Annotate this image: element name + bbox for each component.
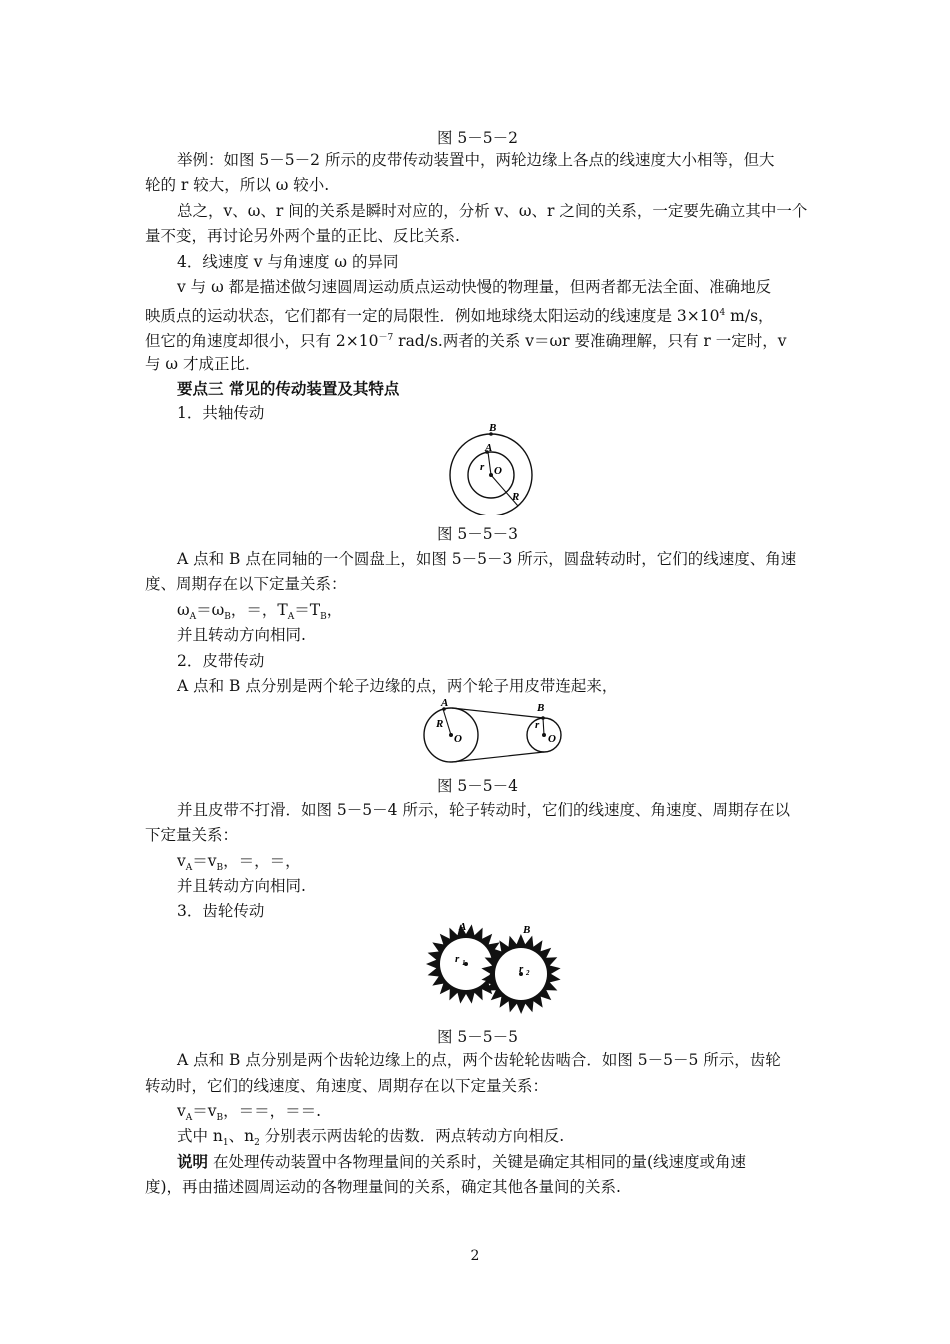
coaxial-diagram xyxy=(445,420,540,515)
gear-label-A: A xyxy=(459,921,467,933)
belt-line-1: A 点和 B 点分别是两个轮子边缘的点，两个轮子用皮带连起来， xyxy=(177,677,618,695)
label-A: A xyxy=(485,442,493,454)
coaxial-direction: 并且转动方向相同. xyxy=(177,626,306,644)
belt-label-A: A xyxy=(441,697,449,709)
coaxial-line-1: A 点和 B 点在同轴的一个圆盘上，如图 5－5－3 所示，圆盘转动时，它们的线速度、角速 xyxy=(177,550,797,568)
key-point-3-heading: 要点三 常见的传动装置及其特点 xyxy=(177,380,400,398)
belt-direction: 并且转动方向相同. xyxy=(177,877,306,895)
belt-diagram xyxy=(417,696,567,766)
belt-label-O2: O xyxy=(548,733,556,745)
gear-label-r2: r xyxy=(519,963,524,975)
note-line-1: 说明 在处理传动装置中各物理量间的关系时，关键是确定其相同的量(线速度或角速 xyxy=(177,1153,746,1171)
belt-line-3: 下定量关系： xyxy=(145,826,239,844)
vw-line-4: 与 ω 才成正比． xyxy=(145,355,261,373)
gear-label-r2-sub: 2 xyxy=(526,969,530,977)
figure-caption-5-5-5: 图 5－5－5 xyxy=(436,1028,518,1046)
gear-label-B: B xyxy=(523,924,531,936)
section-3-heading: 3．齿轮传动 xyxy=(177,902,265,920)
belt-line-2: 并且皮带不打滑．如图 5－5－4 所示，轮子转动时，它们的线速度、角速度、周期存在以 xyxy=(177,801,790,819)
example-line-1: 举例：如图 5－5－2 所示的皮带传动装置中，两轮边缘上各点的线速度大小相等，但大 xyxy=(177,151,775,169)
summary-line-2: 量不变，再讨论另外两个量的正比、反比关系. xyxy=(145,227,460,245)
coaxial-line-2: 度、周期存在以下定量关系： xyxy=(145,575,347,593)
gear-line-2: 转动时，它们的线速度、角速度、周期存在以下定量关系： xyxy=(145,1077,549,1095)
heading-4: 4．线速度 v 与角速度 ω 的异同 xyxy=(177,253,399,271)
section-1-heading: 1．共轴传动 xyxy=(177,404,265,422)
belt-label-B: B xyxy=(537,702,545,714)
vw-line-3: 但它的角速度却很小，只有 $2\times 10^{-7}$ rad/s.两者的关系 v＝ωr 要准确理解，只有 r 一定时，v xyxy=(145,332,787,351)
summary-line-1: 总之，v、ω、r 间的关系是瞬时对应的，分析 v、ω、r 之间的关系，一定要先确立其中一个 xyxy=(177,202,808,220)
belt-formula: $v_A=v_B$，＝，＝， xyxy=(177,852,301,874)
vw-line-1: v 与 ω 都是描述做匀速圆周运动质点运动快慢的物理量，但两者都无法全面、准确地反 xyxy=(177,278,772,296)
label-O: O xyxy=(494,465,502,477)
vw-line-2: 映质点的运动状态，它们都有一定的局限性．例如地球绕太阳运动的线速度是 $3\times 10^4$ m/s， xyxy=(145,307,774,326)
gear-teeth-note: 式中 $n_1$、$n_2$ 分别表示两齿轮的齿数．两点转动方向相反. xyxy=(177,1127,565,1149)
gear-line-1: A 点和 B 点分别是两个齿轮边缘上的点，两个齿轮轮齿啮合．如图 5－5－5 所示，齿轮 xyxy=(177,1051,781,1069)
page-number: 2 xyxy=(470,1248,480,1264)
belt-label-O1: O xyxy=(454,733,462,745)
label-B: B xyxy=(489,422,497,434)
example-line-2: 轮的 r 较大，所以 ω 较小. xyxy=(145,176,330,194)
belt-label-R: R xyxy=(436,718,444,730)
section-2-heading: 2．皮带传动 xyxy=(177,652,265,670)
figure-caption-5-5-4: 图 5－5－4 xyxy=(436,777,518,795)
label-R: R xyxy=(512,491,520,503)
figure-caption-5-5-2: 图 5－5－2 xyxy=(436,129,518,147)
note-line-2: 度)，再由描述圆周运动的各物理量间的关系，确定其他各量间的关系. xyxy=(145,1178,621,1196)
gear-formula: $v_A=v_B$，＝＝，＝＝. xyxy=(177,1102,322,1124)
figure-caption-5-5-3: 图 5－5－3 xyxy=(436,525,518,543)
gear-label-r1-sub: 1 xyxy=(462,959,466,967)
coaxial-formula: $\omega_A=\omega_B$，＝，$T_A=T_B$， xyxy=(177,601,343,623)
note-label: 说明 xyxy=(177,1153,209,1171)
gear-diagram xyxy=(421,918,567,1014)
belt-label-r: r xyxy=(535,719,540,731)
gear-label-r1: r xyxy=(455,953,460,965)
label-r: r xyxy=(480,461,485,473)
